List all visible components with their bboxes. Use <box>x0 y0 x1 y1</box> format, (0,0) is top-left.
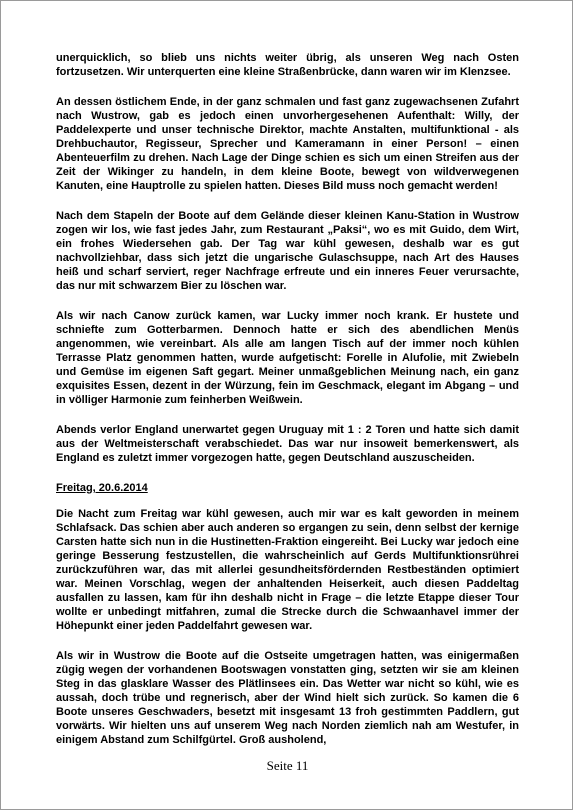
paragraph: unerquicklich, so blieb uns nichts weiter übrig, als unseren Weg nach Osten fortzusetzen. Wir unterquerten eine kleine Straßenbrücke, dann waren wir im Klenzsee. <box>56 52 519 78</box>
paragraph: Als wir in Wustrow die Boote auf die Ostseite umgetragen hatten, was einigermaßen zügig wegen der vorhandenen Bootswagen vonstatten ging, setzten wir sie am kleinen Steg in das glasklare Wasser des Plätlinsees ein. Das Wetter war nicht so kühl, wie es aussah, doch trübe und regnerisch, aber der Wind hielt sich zurück. So kamen die 6 Boote unseres Geschwaders, besetzt mit insgesamt 13 froh gestimmten Paddlern, gut vorwärts. Wir hielten uns auf unserem Weg nach Norden ziemlich nah am Westufer, in einigem Abstand zum Schilfgürtel. Groß ausholend, <box>56 650 519 746</box>
paragraph: Nach dem Stapeln der Boote auf dem Gelände dieser kleinen Kanu-Station in Wustrow zogen wir los, wie fast jedes Jahr, zum Restaurant „Paksi“, wo es mit Guido, dem Wirt, ein frohes Wiedersehen gab. Der Tag war kühl gewesen, deshalb war es gut nachvollziehbar, dass sich jetzt die ungarische Gulaschsuppe, nach Art des Hauses heiß und scharf serviert, reger Nachfrage erfreute und ein inneres Feuer verursachte, das nur mit schwarzem Bier zu löschen war. <box>56 210 519 292</box>
date-heading: Freitag, 20.6.2014 <box>56 482 148 494</box>
paragraph: An dessen östlichem Ende, in der ganz schmalen und fast ganz zugewachsenen Zufahrt nach Wustrow, gab es jedoch einen unvorhergesehenen Aufenthalt: Willy, der Paddelexperte und unser technische Direktor, machte Anstalten, multifunktional - als Drehbuchautor, Regisseur, Sprecher und Kameramann in einer Person! – einen Abenteuerfilm zu drehen. Nach Lage der Dinge schien es sich um einen Streifen aus der Zeit der Wikinger zu handeln, in dem kleine Boote, bewegt von wildverwegenen Kanuten, eine Hauptrolle zu spielen hatten. Dieses Bild muss noch gemacht werden! <box>56 96 519 192</box>
paragraph: Die Nacht zum Freitag war kühl gewesen, auch mir war es kalt geworden in meinem Schlafsack. Das schien aber auch anderen so ergangen zu sein, denn selbst der kernige Carsten hatte sich nun in die Hustinetten-Fraktion eingereiht. Bei Lucky war jedoch eine geringe Besserung festzustellen, die wahrscheinlich auf Gerds Multifunktionsrührei zurückzuführen war, das mit allerlei gesundheitsfördernden Restbeständen optimiert war. Meinen Vorschlag, wegen der anhaltenden Heiserkeit, auch diesen Paddeltag ausfallen zu lassen, kam für ihn deshalb nicht in Frage – die letzte Etappe dieser Tour wollte er unbedingt mitfahren, zumal die Strecke durch die Schwaanhavel immer der Höhepunkt einer jeden Paddelfahrt gewesen war. <box>56 508 519 632</box>
page-number: Seite 11 <box>266 758 309 773</box>
body-text <box>56 51 519 763</box>
paragraph: Als wir nach Canow zurück kamen, war Lucky immer noch krank. Er hustete und schniefte zum Gotterbarmen. Dennoch hatte er sich des abendlichen Menüs angenommen, wie vereinbart. Als alle am langen Tisch auf der immer noch kühlen Terrasse Platz genommen hatten, wurde aufgetischt: Forelle in Alufolie, mit Zwiebeln und Gemüse im eigenen Saft gegart. Meiner unmaßgeblichen Meinung nach, ein ganz exquisites Essen, dezent in der Würzung, fein im Geschmack, elegant im Abgang – und in völliger Harmonie zum feinherben Weißwein. <box>56 310 519 406</box>
paragraph: Abends verlor England unerwartet gegen Uruguay mit 1 : 2 Toren und hatte sich damit aus der Weltmeisterschaft verabschiedet. Das war nur insoweit bemerkenswert, als England es zuletzt immer vorgezogen hatte, gegen Deutschland auszuscheiden. <box>56 424 519 464</box>
